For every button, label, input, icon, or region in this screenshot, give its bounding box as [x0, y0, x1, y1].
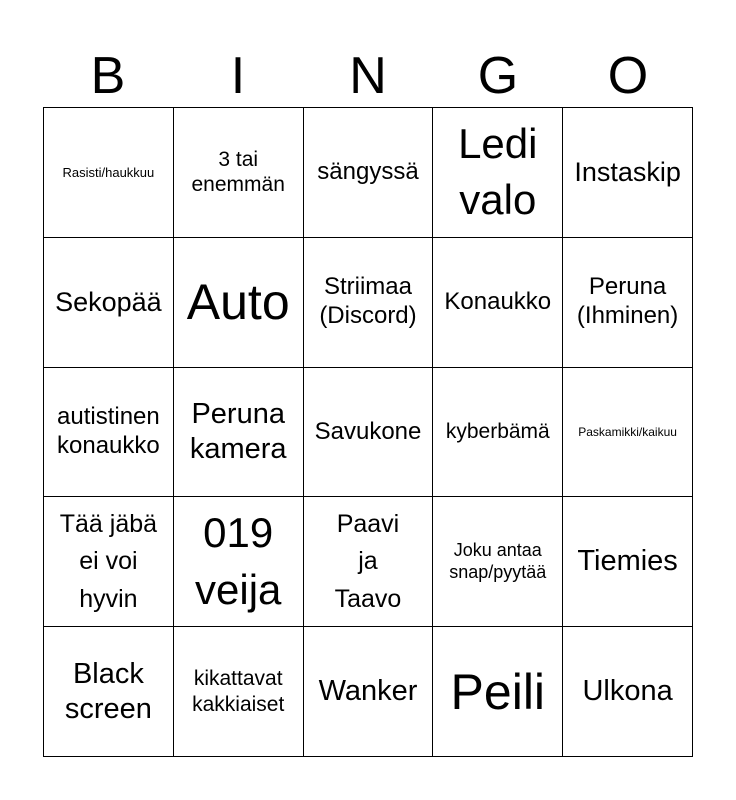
bingo-header: [43, 45, 693, 107]
bingo-cell[interactable]: [174, 108, 304, 238]
header-letter-b: B: [90, 47, 126, 105]
bingo-cell[interactable]: [174, 238, 304, 368]
bingo-cell[interactable]: [304, 238, 434, 368]
bingo-cell-text: Sekopää: [55, 287, 162, 317]
bingo-cell-text: Joku antaa snap/pyytää: [449, 540, 547, 582]
bingo-cell[interactable]: [563, 627, 693, 757]
bingo-cell[interactable]: [563, 238, 693, 368]
bingo-cell[interactable]: [433, 368, 563, 498]
bingo-cell[interactable]: [304, 627, 434, 757]
bingo-cell-text: Konaukko: [444, 287, 552, 315]
bingo-cell-text: Tiemies: [577, 545, 678, 578]
bingo-cell[interactable]: [174, 627, 304, 757]
bingo-cell-text: Wanker: [318, 675, 418, 708]
bingo-cell[interactable]: [433, 108, 563, 238]
bingo-cell-text: 019 veija: [195, 509, 282, 613]
bingo-cell[interactable]: [44, 497, 174, 627]
bingo-cell[interactable]: [563, 108, 693, 238]
bingo-cell-text: Ledi valo: [458, 119, 538, 224]
bingo-cell-text: kyberbämä: [445, 420, 550, 444]
bingo-cell[interactable]: [44, 108, 174, 238]
bingo-cell-text: Tää jäbä ei voi hyvin: [59, 509, 158, 613]
bingo-cell[interactable]: [174, 497, 304, 627]
bingo-cell-text: Paavi ja Taavo: [334, 509, 402, 613]
bingo-cell[interactable]: [304, 108, 434, 238]
bingo-cell[interactable]: [433, 497, 563, 627]
bingo-cell-text: Peruna kamera: [189, 398, 287, 465]
bingo-cell-text: Peruna (Ihminen): [576, 273, 679, 330]
bingo-cell[interactable]: [44, 368, 174, 498]
bingo-cell-text: 3 tai enemmän: [191, 148, 285, 197]
bingo-cell[interactable]: [563, 497, 693, 627]
bingo-cell[interactable]: [304, 497, 434, 627]
bingo-cell-text: Auto: [186, 274, 290, 331]
header-letter-i: I: [230, 47, 246, 105]
bingo-cell-text: Peili: [450, 663, 546, 720]
header-letter-o: O: [607, 47, 649, 105]
bingo-cell-text: kikattavat kakkiaiset: [192, 667, 285, 716]
bingo-cell[interactable]: [44, 627, 174, 757]
header-letter-g: G: [477, 47, 519, 105]
bingo-cell[interactable]: [304, 368, 434, 498]
bingo-cell-text: Striimaa (Discord): [319, 273, 417, 330]
bingo-cell[interactable]: [433, 627, 563, 757]
bingo-card-grid: [43, 107, 693, 757]
bingo-cell[interactable]: [433, 238, 563, 368]
bingo-cell[interactable]: [563, 368, 693, 498]
bingo-cell[interactable]: [174, 368, 304, 498]
bingo-cell-text: autistinen konaukko: [57, 403, 160, 459]
bingo-cell-text: Paskamikki/kaikuu: [578, 424, 677, 439]
bingo-cell-text: Black screen: [64, 657, 152, 725]
bingo-cell[interactable]: [44, 238, 174, 368]
bingo-cell-text: Ulkona: [582, 675, 673, 708]
bingo-cell-text: Rasisti/haukkuu: [62, 164, 155, 180]
header-letter-n: N: [349, 47, 387, 105]
bingo-cell-text: Savukone: [314, 417, 422, 445]
bingo-cell-text: Instaskip: [574, 157, 681, 188]
bingo-cell-text: sängyssä: [317, 158, 419, 185]
